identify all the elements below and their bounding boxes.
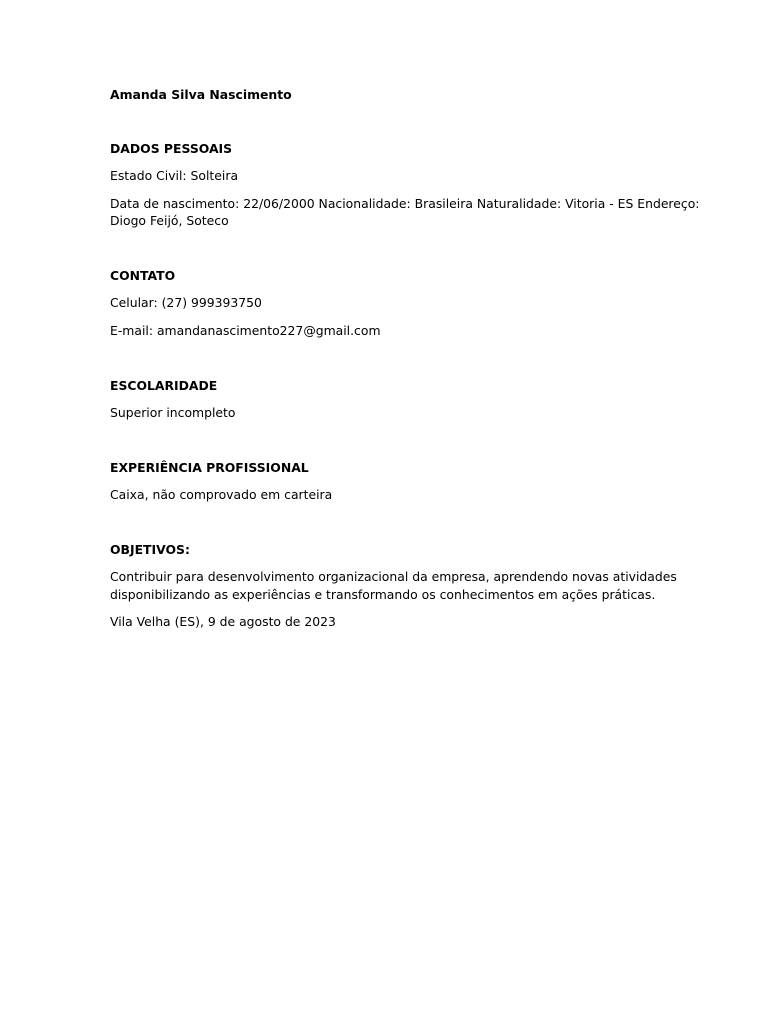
candidate-name: Amanda Silva Nascimento (110, 87, 292, 102)
objectives-line2: disponibilizando as experiências e transformando os conhecimentos em ações práticas. (110, 587, 656, 602)
objectives-line1: Contribuir para desenvolvimento organizacional da empresa, aprendendo novas atividades (110, 569, 677, 584)
objectives-heading: OBJETIVOS: (110, 542, 190, 557)
experience-heading: EXPERIÊNCIA PROFISSIONAL (110, 460, 309, 475)
place-date: Vila Velha (ES), 9 de agosto de 2023 (110, 614, 336, 629)
personal-data-heading: DADOS PESSOAIS (110, 141, 233, 156)
experience-item: Caixa, não comprovado em carteira (110, 487, 333, 502)
education-heading: ESCOLARIDADE (110, 378, 218, 393)
education-level: Superior incompleto (110, 405, 236, 420)
personal-details-line2: Diogo Feijó, Soteco (110, 213, 229, 228)
personal-details-line1: Data de nascimento: 22/06/2000 Nacionalidade: Brasileira Naturalidade: Vitoria - ES Endereço: (110, 196, 700, 211)
contact-heading: CONTATO (110, 268, 176, 283)
contact-email: E-mail: amandanascimento227@gmail.com (110, 323, 381, 338)
contact-phone: Celular: (27) 999393750 (110, 295, 262, 310)
civil-status: Estado Civil: Solteira (110, 168, 239, 183)
